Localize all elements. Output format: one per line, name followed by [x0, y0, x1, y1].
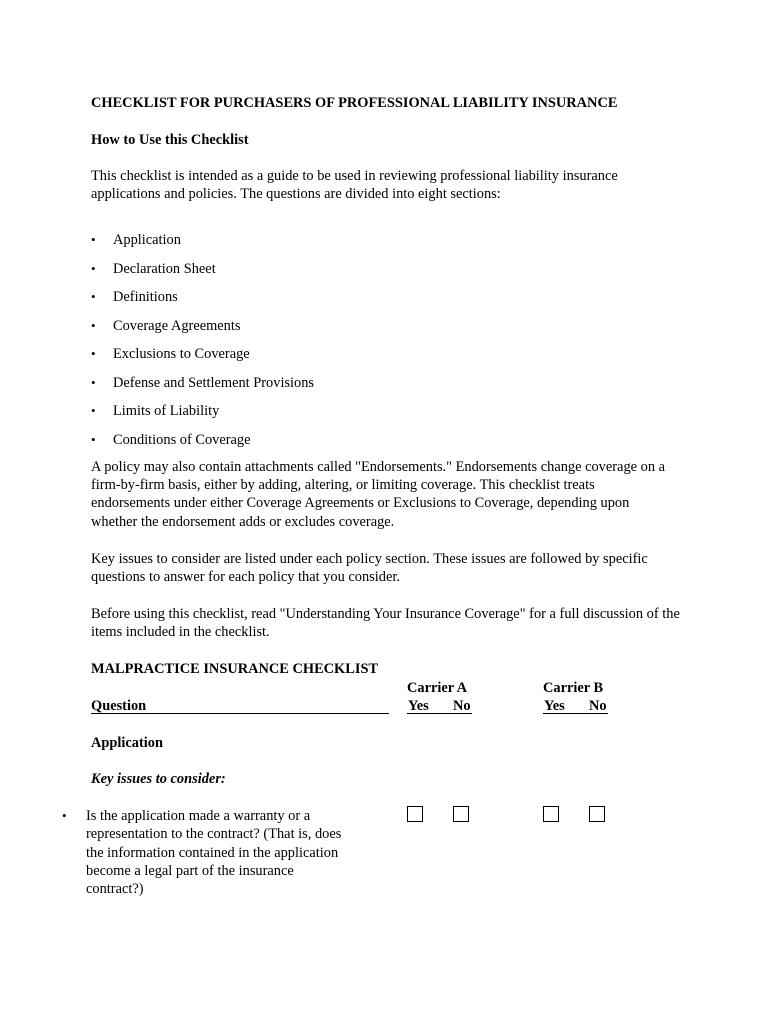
section-heading-application: Application	[91, 735, 163, 751]
bullet-icon: •	[91, 317, 96, 333]
question-header-underline	[91, 713, 389, 714]
bullet-icon: •	[91, 289, 96, 304]
sections-list	[91, 231, 314, 459]
carrier-a-yes-header: Yes	[408, 698, 429, 714]
list-item: • Limits of Liability	[91, 403, 220, 419]
carrier-a-no-checkbox[interactable]	[453, 806, 469, 822]
bullet-icon: •	[91, 346, 96, 361]
list-item: • Conditions of Coverage	[91, 431, 251, 448]
bullet-icon: •	[91, 260, 96, 276]
carrier-a-underline	[407, 713, 472, 714]
document-title: CHECKLIST FOR PURCHASERS OF PROFESSIONAL LIABILITY INSURANCE	[91, 95, 618, 111]
checklist-heading: MALPRACTICE INSURANCE CHECKLIST	[91, 661, 379, 677]
list-item: • Application	[91, 232, 181, 248]
list-item: • Defense and Settlement Provisions	[91, 374, 315, 391]
bullet-icon: •	[91, 374, 96, 390]
question-column-header: Question	[91, 698, 147, 714]
bullet-icon: •	[62, 808, 67, 823]
carrier-b-yes-checkbox[interactable]	[543, 806, 559, 822]
list-item: • Exclusions to Coverage	[91, 346, 250, 362]
carrier-b-header: Carrier B	[543, 680, 604, 696]
carrier-b-underline	[543, 713, 608, 714]
key-issues-paragraph: Key issues to consider are listed under each policy section. These issues are followed by specific questions to answer for each policy that you consider.	[91, 551, 648, 586]
before-using-paragraph: Before using this checklist, read "Understanding Your Insurance Coverage" for a full discussion of the items included in the checklist.	[91, 606, 680, 641]
how-to-heading: How to Use this Checklist	[91, 132, 249, 148]
list-item: • Coverage Agreements	[91, 317, 241, 334]
carrier-a-header: Carrier A	[407, 680, 468, 696]
list-item: • Definitions	[91, 289, 178, 305]
key-issues-label: Key issues to consider:	[91, 771, 226, 787]
carrier-b-no-checkbox[interactable]	[589, 806, 605, 822]
question-text: Is the application made a warranty or a representation to the contract? (That is, does the information contained in the application become a legal part of the insurance contract?)	[86, 808, 342, 898]
carrier-b-no-header: No	[589, 698, 607, 714]
carrier-b-yes-header: Yes	[544, 698, 565, 714]
intro-paragraph: This checklist is intended as a guide to be used in reviewing professional liability insurance applications and policies. The questions are divided into eight sections:	[91, 168, 618, 203]
carrier-a-no-header: No	[453, 698, 471, 714]
bullet-icon: •	[91, 431, 96, 447]
list-item: • Declaration Sheet	[91, 260, 216, 277]
carrier-a-yes-checkbox[interactable]	[407, 806, 423, 822]
bullet-icon: •	[91, 232, 96, 247]
endorsements-paragraph: A policy may also contain attachments called "Endorsements." Endorsements change coverage on a firm-by-firm basis, either by adding, altering, or limiting coverage. This checklist treats endorsements under either Coverage Agreements or Exclusions to Coverage, depending upon whether the endorsement adds or excludes coverage.	[91, 459, 665, 530]
bullet-icon: •	[91, 403, 96, 418]
